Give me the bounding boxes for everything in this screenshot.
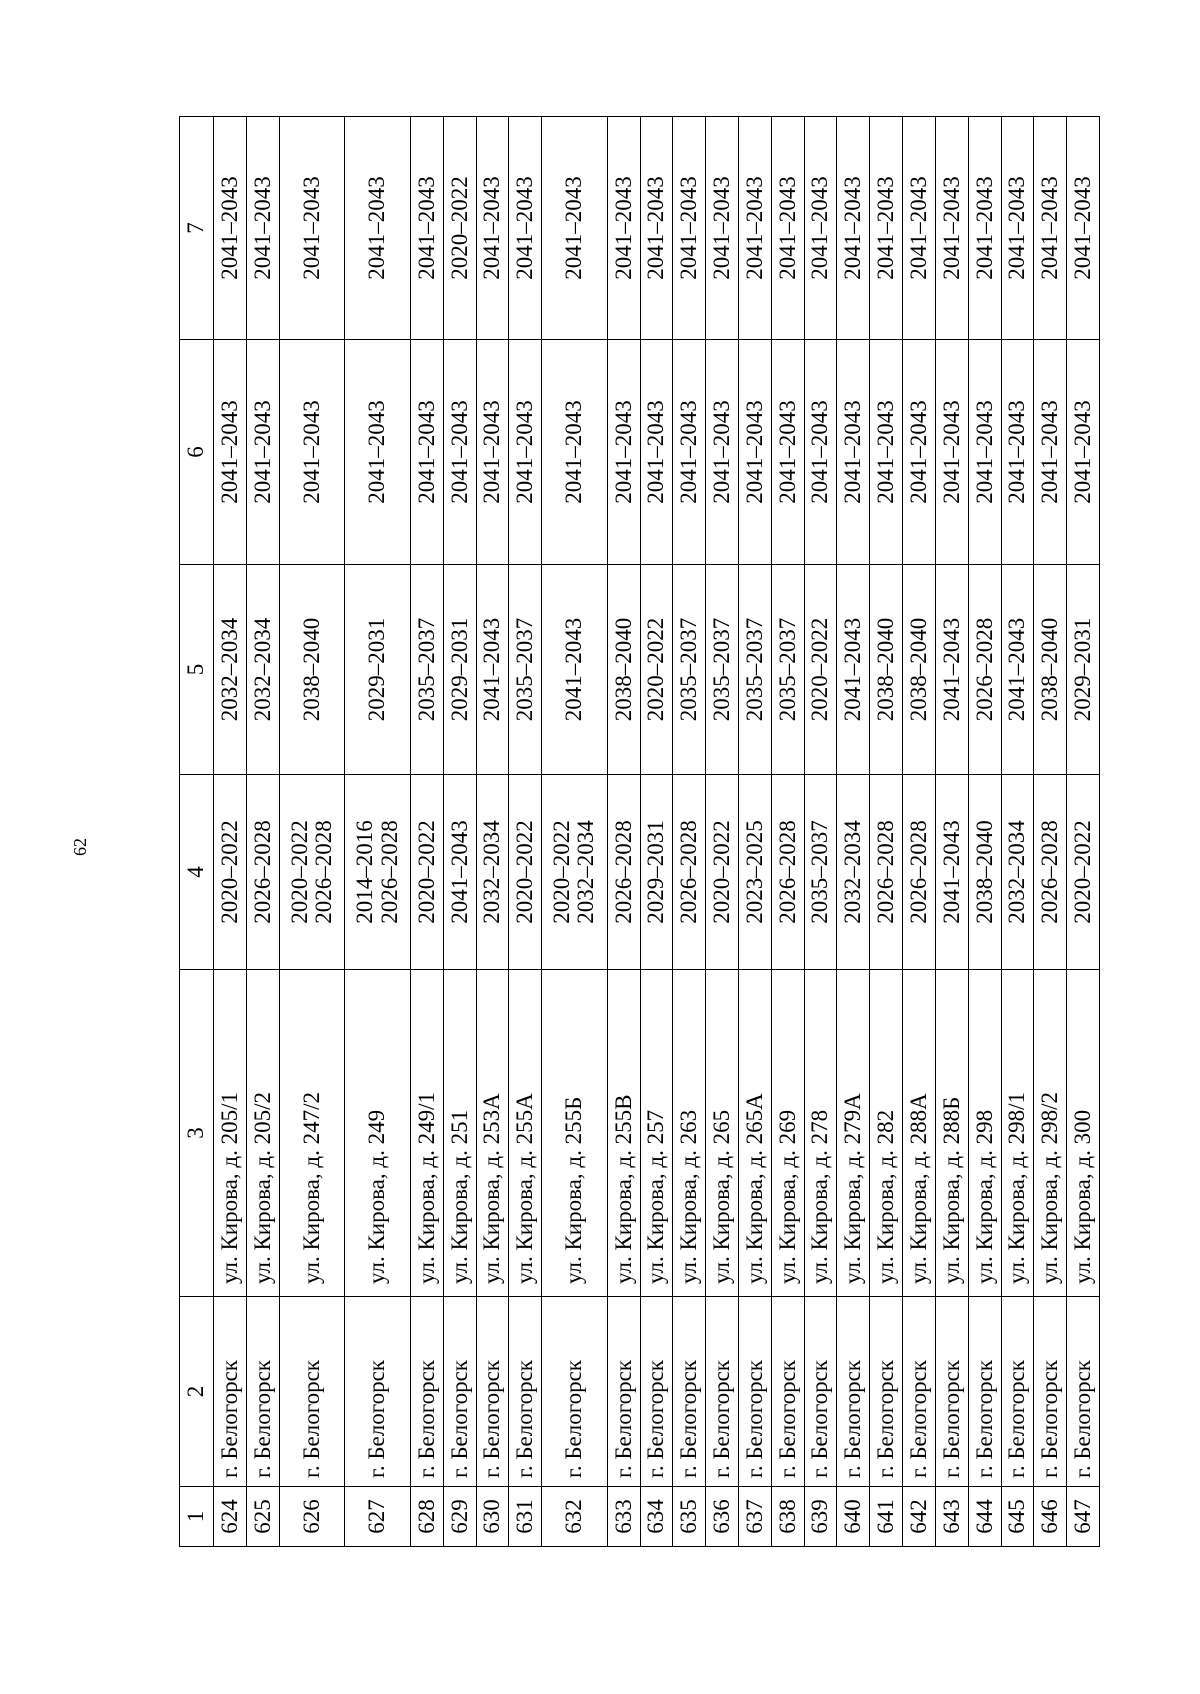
table-row xyxy=(1067,117,1100,1547)
address-cell: ул. Кирова, д. 247/2 xyxy=(279,970,345,1297)
address-cell: ул. Кирова, д. 278 xyxy=(804,970,837,1297)
period-col7-cell: 2041–2043 xyxy=(410,117,443,340)
period-col4-line: 2020–2022 xyxy=(512,820,538,924)
row-number-cell: 647 xyxy=(1067,1487,1100,1547)
header-cell: 2 xyxy=(180,1297,214,1487)
city-cell: г. Белогорск xyxy=(903,1297,936,1487)
table-row xyxy=(870,117,903,1547)
period-col7-cell: 2041–2043 xyxy=(837,117,870,340)
period-col7-cell: 2041–2043 xyxy=(476,117,509,340)
address-cell: ул. Кирова, д. 265 xyxy=(706,970,739,1297)
row-number-cell: 645 xyxy=(1001,1487,1034,1547)
address-cell: ул. Кирова, д. 288Б xyxy=(935,970,968,1297)
address-cell: ул. Кирова, д. 300 xyxy=(1067,970,1100,1297)
header-cell: 6 xyxy=(180,340,214,565)
address-cell: ул. Кирова, д. 288А xyxy=(903,970,936,1297)
period-col6-cell: 2041–2043 xyxy=(443,340,476,565)
period-col4-line: 2026–2028 xyxy=(610,820,636,924)
table-row xyxy=(903,117,936,1547)
address-cell: ул. Кирова, д. 263 xyxy=(673,970,706,1297)
table-row xyxy=(739,117,772,1547)
address-cell: ул. Кирова, д. 249 xyxy=(345,970,411,1297)
period-col4-line: 2038–2040 xyxy=(971,820,997,924)
period-col5-cell: 2041–2043 xyxy=(542,565,608,775)
city-cell: г. Белогорск xyxy=(1001,1297,1034,1487)
period-col5-cell: 2038–2040 xyxy=(607,565,640,775)
header-cell: 7 xyxy=(180,117,214,340)
period-col4-line: 2020–2022 xyxy=(549,820,575,924)
period-col7-cell: 2041–2043 xyxy=(771,117,804,340)
city-cell: г. Белогорск xyxy=(804,1297,837,1487)
address-cell: ул. Кирова, д. 282 xyxy=(870,970,903,1297)
period-col4-line: 2026–2028 xyxy=(1037,820,1063,924)
period-col4-cell xyxy=(476,775,509,970)
row-number-cell: 642 xyxy=(903,1487,936,1547)
period-col6-cell: 2041–2043 xyxy=(771,340,804,565)
period-col7-cell: 2041–2043 xyxy=(345,117,411,340)
period-col5-cell: 2038–2040 xyxy=(903,565,936,775)
address-cell: ул. Кирова, д. 269 xyxy=(771,970,804,1297)
city-cell: г. Белогорск xyxy=(837,1297,870,1487)
period-col4-line: 2014–2016 xyxy=(352,820,378,924)
header-cell: 3 xyxy=(180,970,214,1297)
period-col6-cell: 2041–2043 xyxy=(542,340,608,565)
period-col4-line: 2026–2028 xyxy=(376,820,402,924)
table-row xyxy=(214,117,247,1547)
table-row xyxy=(968,117,1001,1547)
period-col4-cell xyxy=(968,775,1001,970)
period-col4-line: 2026–2028 xyxy=(310,820,336,924)
period-col5-cell: 2026–2028 xyxy=(968,565,1001,775)
row-number-cell: 639 xyxy=(804,1487,837,1547)
table-row xyxy=(640,117,673,1547)
period-col4-line: 2026–2028 xyxy=(905,820,931,924)
header-cell: 5 xyxy=(180,565,214,775)
header-row xyxy=(180,117,214,1547)
table-row xyxy=(771,117,804,1547)
table-row xyxy=(443,117,476,1547)
period-col4-line: 2032–2034 xyxy=(840,820,866,924)
city-cell: г. Белогорск xyxy=(968,1297,1001,1487)
table-row xyxy=(279,117,345,1547)
period-col7-cell: 2041–2043 xyxy=(706,117,739,340)
period-col6-cell: 2041–2043 xyxy=(935,340,968,565)
city-cell: г. Белогорск xyxy=(509,1297,542,1487)
period-col6-cell: 2041–2043 xyxy=(1034,340,1067,565)
period-col5-cell: 2035–2037 xyxy=(509,565,542,775)
period-col6-cell: 2041–2043 xyxy=(968,340,1001,565)
period-col5-cell: 2038–2040 xyxy=(870,565,903,775)
address-cell: ул. Кирова, д. 279А xyxy=(837,970,870,1297)
period-col4-cell xyxy=(771,775,804,970)
period-col4-line: 2020–2022 xyxy=(216,820,242,924)
period-col4-line: 2020–2022 xyxy=(709,820,735,924)
row-number-cell: 631 xyxy=(509,1487,542,1547)
period-col4-cell xyxy=(706,775,739,970)
table-row xyxy=(673,117,706,1547)
address-cell: ул. Кирова, д. 298/2 xyxy=(1034,970,1067,1297)
table-row xyxy=(706,117,739,1547)
period-col4-line: 2029–2031 xyxy=(643,820,669,924)
address-cell: ул. Кирова, д. 255Б xyxy=(542,970,608,1297)
period-col5-cell: 2020–2022 xyxy=(640,565,673,775)
period-col6-cell: 2041–2043 xyxy=(870,340,903,565)
period-col4-cell xyxy=(279,775,345,970)
period-col7-cell: 2041–2043 xyxy=(246,117,279,340)
table-row xyxy=(542,117,608,1547)
city-cell: г. Белогорск xyxy=(739,1297,772,1487)
period-col4-cell xyxy=(739,775,772,970)
table-row xyxy=(246,117,279,1547)
row-number-cell: 629 xyxy=(443,1487,476,1547)
schedule-table-container xyxy=(179,117,1099,1547)
period-col6-cell: 2041–2043 xyxy=(837,340,870,565)
period-col4-cell xyxy=(607,775,640,970)
period-col6-cell: 2041–2043 xyxy=(607,340,640,565)
period-col4-line: 2032–2034 xyxy=(573,820,599,924)
period-col4-line: 2023–2025 xyxy=(741,820,767,924)
period-col7-cell: 2041–2043 xyxy=(214,117,247,340)
period-col6-cell: 2041–2043 xyxy=(706,340,739,565)
period-col7-cell: 2041–2043 xyxy=(870,117,903,340)
row-number-cell: 632 xyxy=(542,1487,608,1547)
address-cell: ул. Кирова, д. 205/1 xyxy=(214,970,247,1297)
period-col5-cell: 2035–2037 xyxy=(739,565,772,775)
period-col5-cell: 2041–2043 xyxy=(1001,565,1034,775)
period-col6-cell: 2041–2043 xyxy=(246,340,279,565)
period-col5-cell: 2032–2034 xyxy=(214,565,247,775)
row-number-cell: 627 xyxy=(345,1487,411,1547)
address-cell: ул. Кирова, д. 253А xyxy=(476,970,509,1297)
row-number-cell: 628 xyxy=(410,1487,443,1547)
period-col4-line: 2026–2028 xyxy=(676,820,702,924)
city-cell: г. Белогорск xyxy=(214,1297,247,1487)
address-cell: ул. Кирова, д. 257 xyxy=(640,970,673,1297)
period-col4-cell xyxy=(837,775,870,970)
table-body xyxy=(214,117,1100,1547)
city-cell: г. Белогорск xyxy=(410,1297,443,1487)
period-col4-cell xyxy=(673,775,706,970)
period-col6-cell: 2041–2043 xyxy=(509,340,542,565)
city-cell: г. Белогорск xyxy=(771,1297,804,1487)
row-number-cell: 640 xyxy=(837,1487,870,1547)
period-col4-line: 2041–2043 xyxy=(446,820,472,924)
period-col4-cell xyxy=(214,775,247,970)
address-cell: ул. Кирова, д. 249/1 xyxy=(410,970,443,1297)
period-col4-cell xyxy=(870,775,903,970)
period-col5-cell: 2029–2031 xyxy=(1067,565,1100,775)
period-col4-line: 2032–2034 xyxy=(1004,820,1030,924)
address-cell: ул. Кирова, д. 255А xyxy=(509,970,542,1297)
period-col5-cell: 2041–2043 xyxy=(935,565,968,775)
period-col4-cell xyxy=(935,775,968,970)
period-col4-cell xyxy=(1001,775,1034,970)
city-cell: г. Белогорск xyxy=(542,1297,608,1487)
period-col7-cell: 2041–2043 xyxy=(542,117,608,340)
row-number-cell: 625 xyxy=(246,1487,279,1547)
table-row xyxy=(410,117,443,1547)
header-cell: 1 xyxy=(180,1487,214,1547)
table-row xyxy=(804,117,837,1547)
period-col5-cell: 2020–2022 xyxy=(804,565,837,775)
period-col7-cell: 2041–2043 xyxy=(903,117,936,340)
city-cell: г. Белогорск xyxy=(443,1297,476,1487)
address-cell: ул. Кирова, д. 298/1 xyxy=(1001,970,1034,1297)
period-col4-line: 2041–2043 xyxy=(938,820,964,924)
period-col6-cell: 2041–2043 xyxy=(1001,340,1034,565)
city-cell: г. Белогорск xyxy=(607,1297,640,1487)
row-number-cell: 637 xyxy=(739,1487,772,1547)
period-col5-cell: 2035–2037 xyxy=(673,565,706,775)
period-col7-cell: 2041–2043 xyxy=(1034,117,1067,340)
period-col4-cell xyxy=(1034,775,1067,970)
period-col4-line: 2020–2022 xyxy=(413,820,439,924)
city-cell: г. Белогорск xyxy=(279,1297,345,1487)
period-col6-cell: 2041–2043 xyxy=(1067,340,1100,565)
period-col7-cell: 2020–2022 xyxy=(443,117,476,340)
period-col4-cell xyxy=(443,775,476,970)
city-cell: г. Белогорск xyxy=(246,1297,279,1487)
city-cell: г. Белогорск xyxy=(935,1297,968,1487)
period-col6-cell: 2041–2043 xyxy=(410,340,443,565)
table-row xyxy=(509,117,542,1547)
header-cell: 4 xyxy=(180,775,214,970)
period-col4-line: 2026–2028 xyxy=(774,820,800,924)
period-col5-cell: 2029–2031 xyxy=(443,565,476,775)
address-cell: ул. Кирова, д. 255В xyxy=(607,970,640,1297)
period-col4-line: 2026–2028 xyxy=(249,820,275,924)
period-col5-cell: 2029–2031 xyxy=(345,565,411,775)
period-col4-line: 2032–2034 xyxy=(479,820,505,924)
schedule-table xyxy=(179,116,1100,1547)
period-col5-cell: 2032–2034 xyxy=(246,565,279,775)
period-col4-line: 2035–2037 xyxy=(807,820,833,924)
city-cell: г. Белогорск xyxy=(706,1297,739,1487)
table-row xyxy=(345,117,411,1547)
period-col6-cell: 2041–2043 xyxy=(903,340,936,565)
row-number-cell: 641 xyxy=(870,1487,903,1547)
period-col4-cell xyxy=(410,775,443,970)
period-col7-cell: 2041–2043 xyxy=(673,117,706,340)
address-cell: ул. Кирова, д. 265А xyxy=(739,970,772,1297)
period-col4-cell xyxy=(804,775,837,970)
address-cell: ул. Кирова, д. 298 xyxy=(968,970,1001,1297)
period-col6-cell: 2041–2043 xyxy=(673,340,706,565)
table-row xyxy=(935,117,968,1547)
period-col6-cell: 2041–2043 xyxy=(214,340,247,565)
page-number: 62 xyxy=(70,838,90,856)
city-cell: г. Белогорск xyxy=(345,1297,411,1487)
period-col7-cell: 2041–2043 xyxy=(804,117,837,340)
table-row xyxy=(1034,117,1067,1547)
period-col5-cell: 2035–2037 xyxy=(771,565,804,775)
row-number-cell: 644 xyxy=(968,1487,1001,1547)
row-number-cell: 626 xyxy=(279,1487,345,1547)
period-col5-cell: 2038–2040 xyxy=(279,565,345,775)
city-cell: г. Белогорск xyxy=(870,1297,903,1487)
period-col4-line: 2020–2022 xyxy=(286,820,312,924)
period-col7-cell: 2041–2043 xyxy=(968,117,1001,340)
period-col4-cell xyxy=(509,775,542,970)
table-row xyxy=(1001,117,1034,1547)
period-col5-cell: 2035–2037 xyxy=(410,565,443,775)
row-number-cell: 635 xyxy=(673,1487,706,1547)
period-col4-cell xyxy=(542,775,608,970)
period-col6-cell: 2041–2043 xyxy=(476,340,509,565)
period-col6-cell: 2041–2043 xyxy=(279,340,345,565)
period-col7-cell: 2041–2043 xyxy=(739,117,772,340)
row-number-cell: 630 xyxy=(476,1487,509,1547)
row-number-cell: 643 xyxy=(935,1487,968,1547)
row-number-cell: 634 xyxy=(640,1487,673,1547)
period-col6-cell: 2041–2043 xyxy=(804,340,837,565)
address-cell: ул. Кирова, д. 205/2 xyxy=(246,970,279,1297)
address-cell: ул. Кирова, д. 251 xyxy=(443,970,476,1297)
period-col7-cell: 2041–2043 xyxy=(607,117,640,340)
city-cell: г. Белогорск xyxy=(476,1297,509,1487)
period-col7-cell: 2041–2043 xyxy=(1001,117,1034,340)
period-col6-cell: 2041–2043 xyxy=(739,340,772,565)
table-row xyxy=(837,117,870,1547)
period-col4-cell xyxy=(345,775,411,970)
period-col6-cell: 2041–2043 xyxy=(640,340,673,565)
row-number-cell: 624 xyxy=(214,1487,247,1547)
period-col4-cell xyxy=(903,775,936,970)
period-col5-cell: 2041–2043 xyxy=(476,565,509,775)
period-col7-cell: 2041–2043 xyxy=(279,117,345,340)
city-cell: г. Белогорск xyxy=(1034,1297,1067,1487)
period-col4-cell xyxy=(246,775,279,970)
period-col7-cell: 2041–2043 xyxy=(1067,117,1100,340)
row-number-cell: 638 xyxy=(771,1487,804,1547)
city-cell: г. Белогорск xyxy=(673,1297,706,1487)
period-col7-cell: 2041–2043 xyxy=(509,117,542,340)
period-col5-cell: 2035–2037 xyxy=(706,565,739,775)
row-number-cell: 633 xyxy=(607,1487,640,1547)
city-cell: г. Белогорск xyxy=(640,1297,673,1487)
period-col4-cell xyxy=(640,775,673,970)
period-col5-cell: 2038–2040 xyxy=(1034,565,1067,775)
row-number-cell: 646 xyxy=(1034,1487,1067,1547)
city-cell: г. Белогорск xyxy=(1067,1297,1100,1487)
period-col5-cell: 2041–2043 xyxy=(837,565,870,775)
period-col7-cell: 2041–2043 xyxy=(640,117,673,340)
period-col4-line: 2026–2028 xyxy=(873,820,899,924)
period-col4-cell xyxy=(1067,775,1100,970)
table-row xyxy=(607,117,640,1547)
table-row xyxy=(476,117,509,1547)
row-number-cell: 636 xyxy=(706,1487,739,1547)
period-col6-cell: 2041–2043 xyxy=(345,340,411,565)
period-col7-cell: 2041–2043 xyxy=(935,117,968,340)
period-col4-line: 2020–2022 xyxy=(1069,820,1095,924)
